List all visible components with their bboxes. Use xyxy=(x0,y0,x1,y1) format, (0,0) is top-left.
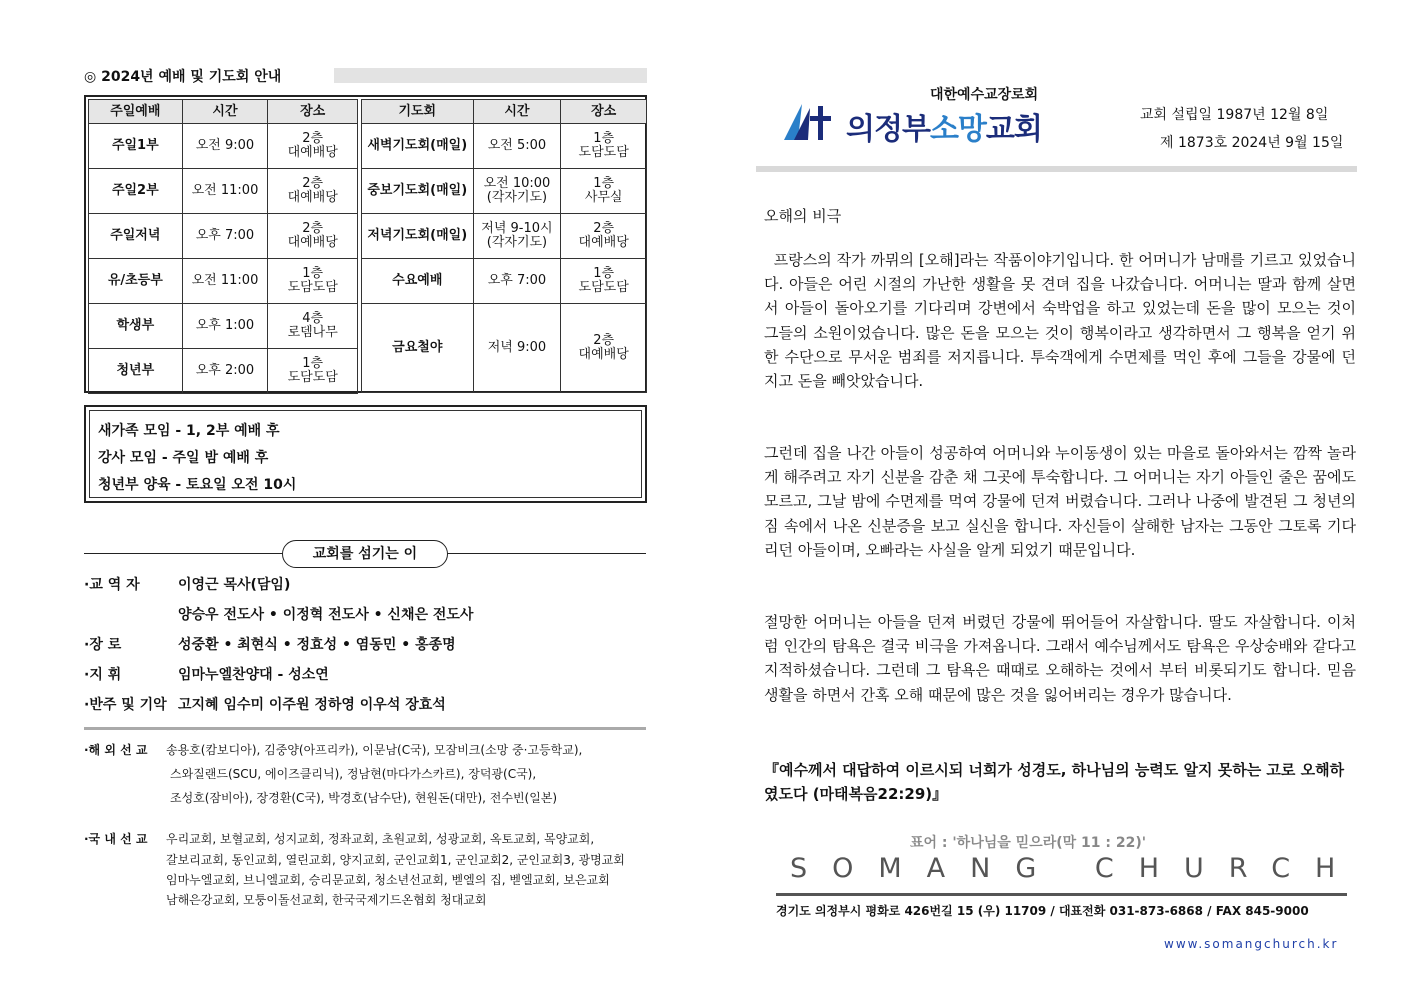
server-value: 임마누엘찬양대 - 성소연 xyxy=(178,667,329,683)
schedule-section-title xyxy=(84,66,647,86)
place-floor: 4층 xyxy=(302,311,324,326)
church-name-logo xyxy=(846,104,1042,148)
meeting-item: 강사 모임 - 주일 밤 예배 후 xyxy=(98,450,269,466)
service-name: 청년부 xyxy=(89,349,183,394)
prayer-time xyxy=(473,169,561,214)
meetings-box xyxy=(84,405,647,503)
service-place xyxy=(268,259,358,304)
prayer-name: 수요예배 xyxy=(362,259,474,304)
service-place xyxy=(268,169,358,214)
service-time: 오전 9:00 xyxy=(182,124,268,169)
established-date: 교회 설립일 1987년 12월 8일 xyxy=(1140,107,1329,123)
prayer-time xyxy=(473,124,561,169)
header-time: 시간 xyxy=(182,100,268,124)
server-label: ·반주 및 기악 xyxy=(84,697,167,713)
logo-name-part: 소망 xyxy=(929,112,986,147)
header-time: 시간 xyxy=(473,100,561,124)
prayer-name: 금요철야 xyxy=(362,304,474,393)
logo-name-part: 의정부 xyxy=(846,112,930,147)
service-place xyxy=(268,124,358,169)
overseas-mission-label: ·해 외 선 교 xyxy=(84,743,148,757)
place-floor: 1층 xyxy=(302,356,324,371)
gray-divider xyxy=(84,727,646,730)
table-row xyxy=(362,259,647,304)
meeting-item: 새가족 모임 - 1, 2부 예배 후 xyxy=(98,423,280,439)
place-floor: 1층 xyxy=(593,131,615,146)
logo-name-part: 교회 xyxy=(985,112,1042,147)
time-line: 저녁 9-10시 xyxy=(481,221,553,236)
table-row xyxy=(89,124,358,169)
prayer-place xyxy=(561,259,647,304)
place-room: 도담도담 xyxy=(287,370,338,385)
issue-number: 제 1873호 2024년 9월 15일 xyxy=(1160,135,1344,151)
meeting-item: 청년부 양육 - 토요일 오전 10시 xyxy=(98,477,297,493)
time-note: (각자기도) xyxy=(486,190,548,205)
place-floor: 1층 xyxy=(593,176,615,191)
bible-verse: 『예수께서 대답하여 이르시되 너희가 성경도, 하나님의 능력도 알지 못하는 고로 오해하였도다 (마태복음22:29)』 xyxy=(764,761,1345,803)
service-name: 주일2부 xyxy=(89,169,183,214)
prayer-place xyxy=(561,124,647,169)
article-title: 오해의 비극 xyxy=(764,207,842,225)
prayer-name: 새벽기도회(매일) xyxy=(362,124,474,169)
worship-schedule-table xyxy=(88,99,358,394)
prayer-schedule-table xyxy=(361,99,647,393)
place-room: 대예배당 xyxy=(287,235,338,250)
place-room: 대예배당 xyxy=(578,235,629,250)
table-row xyxy=(89,304,358,349)
header-prayer: 기도회 xyxy=(362,100,474,124)
place-floor: 2층 xyxy=(302,176,324,191)
schedule-table-frame xyxy=(84,95,647,393)
place-room: 대예배당 xyxy=(287,145,338,160)
table-row xyxy=(89,349,358,394)
brand-wordmark: SOMANG CHURCH xyxy=(790,853,1361,884)
prayer-name: 저녁기도회(매일) xyxy=(362,214,474,259)
table-row xyxy=(89,169,358,214)
prayer-name: 중보기도회(매일) xyxy=(362,169,474,214)
place-room: 로뎀나무 xyxy=(287,325,338,340)
domestic-mission-label: ·국 내 선 교 xyxy=(84,832,148,846)
place-floor: 1층 xyxy=(593,266,615,281)
time-line: 오전 5:00 xyxy=(487,138,547,153)
server-value: 양승우 전도사 • 이정혁 전도사 • 신채은 전도사 xyxy=(178,607,474,623)
table-row xyxy=(362,124,647,169)
place-floor: 2층 xyxy=(593,221,615,236)
time-line: 저녁 9:00 xyxy=(487,340,547,355)
service-name: 주일1부 xyxy=(89,124,183,169)
mission-line: 우리교회, 보혈교회, 성지교회, 정좌교회, 초원교회, 성광교회, 옥토교회, 목양교회, xyxy=(166,832,595,846)
header-place: 장소 xyxy=(268,100,358,124)
header-place: 장소 xyxy=(561,100,647,124)
mission-line: 남해은강교회, 모퉁이돌선교회, 한국국제기드온협회 청대교회 xyxy=(166,893,487,907)
place-room: 도담도담 xyxy=(287,280,338,295)
church-address: 경기도 의정부시 평화로 426번길 15 (우) 11709 / 대표전화 031-873-6868 / FAX 845-9000 xyxy=(776,904,1309,918)
prayer-time xyxy=(473,304,561,393)
service-name: 주일저녁 xyxy=(89,214,183,259)
prayer-time xyxy=(473,214,561,259)
prayer-place xyxy=(561,214,647,259)
server-value: 성중환 • 최현식 • 정효성 • 염동민 • 홍종명 xyxy=(178,637,456,653)
article-paragraph: 절망한 어머니는 아들을 던져 버렸던 강물에 뛰어들어 자살합니다. 딸도 자살합니다. 이처럼 인간의 탐욕은 결국 비극을 가져옵니다. 그래서 예수님께서도 탐욕은 우상숭배와 같다고 지적하셨습니다. 그런데 그 탐욕은 때때로 오해하는 것에서 부터 비롯되기도 합니다. 믿음 생활을 하면서 간혹 오해 때문에 많은 것을 잃어버리는 경우가 많습니다. xyxy=(764,613,1356,704)
header-worship: 주일예배 xyxy=(89,100,183,124)
time-line: 오후 7:00 xyxy=(487,273,547,288)
place-room: 도담도담 xyxy=(578,145,629,160)
mission-line: 조성호(잠비아), 장경환(C국), 박경호(남수단), 현원돈(대만), 전수빈(일본) xyxy=(170,791,558,805)
article-paragraph: 프랑스의 작가 까뮈의 [오해]라는 작품이야기입니다. 한 어머니가 남매를 기르고 있었습니다. 아들은 어린 시절의 가난한 생활을 못 견뎌 집을 나갔습니다. 어머니는 딸과 함께 살면서 아들이 돌아오기를 기다리며 강변에서 숙박업을 하고 있었는데 돈을 많이 모으는 것이 그들의 소원이었습니다. 많은 돈을 모으는 것이 행복이라고 생각하면서 그 행복을 얻기 위한 수단으로 무서운 범죄를 저지릅니다. 투숙객에게 수면제를 먹인 후에 그들을 강물에 던지고 돈을 빼앗았습니다. xyxy=(764,251,1361,391)
prayer-place xyxy=(561,304,647,393)
service-time: 오전 11:00 xyxy=(182,169,268,214)
title-shade-bar xyxy=(334,68,647,83)
place-room: 대예배당 xyxy=(578,347,629,362)
service-time: 오후 1:00 xyxy=(182,304,268,349)
server-label: ·교 역 자 xyxy=(84,577,140,593)
article-paragraph: 그런데 집을 나간 아들이 성공하여 어머니와 누이동생이 있는 마을로 돌아와서는 깜짝 놀라게 해주려고 자기 신분을 감춘 채 그곳에 투숙합니다. 그 어머니는 자기 아들인 줄은 꿈에도 모르고, 그날 밤에 수면제를 먹여 강물에 던져 버렸습니다. 그러나 나중에 발견된 그 청년의 짐 속에서 나온 신분증을 보고 실신을 합니다. 자신들이 살해한 남자는 그동안 그토록 기다리던 아들이며, 오빠라는 사실을 알게 되었기 때문입니다. xyxy=(764,444,1356,559)
service-place xyxy=(268,304,358,349)
time-line: 오전 10:00 xyxy=(483,176,551,191)
service-time: 오후 2:00 xyxy=(182,349,268,394)
denomination: 대한예수교장로회 xyxy=(930,87,1039,103)
mission-line: 임마누엘교회, 브니엘교회, 승리문교회, 청소년선교회, 벧엘의 집, 벧엘교회, 보은교회 xyxy=(166,873,610,887)
servers-heading: 교회를 섬기는 이 xyxy=(282,540,448,568)
service-place xyxy=(268,214,358,259)
place-floor: 2층 xyxy=(302,131,324,146)
header-divider xyxy=(756,166,1357,172)
time-note: (각자기도) xyxy=(486,235,548,250)
table-row xyxy=(89,259,358,304)
mission-line: 스와질랜드(SCU, 에이즈클리닉), 정남현(마다가스카르), 장덕광(C국), xyxy=(170,767,537,781)
table-row xyxy=(362,304,647,393)
service-place xyxy=(268,349,358,394)
place-room: 도담도담 xyxy=(578,280,629,295)
service-name: 학생부 xyxy=(89,304,183,349)
footer-divider xyxy=(776,893,1347,896)
place-room: 사무실 xyxy=(584,190,623,205)
church-motto: 표어 : '하나님을 믿으라(막 11 : 22)' xyxy=(910,835,1147,851)
service-time: 오후 7:00 xyxy=(182,214,268,259)
server-label: ·지 휘 xyxy=(84,667,122,683)
mission-line: 갈보리교회, 동인교회, 열린교회, 양지교회, 군인교회1, 군인교회2, 군인교회3, 광명교회 xyxy=(166,853,625,867)
church-logo-icon xyxy=(780,100,842,144)
table-row xyxy=(362,169,647,214)
place-floor: 1층 xyxy=(302,266,324,281)
server-label: ·장 로 xyxy=(84,637,122,653)
service-time: 오전 11:00 xyxy=(182,259,268,304)
mission-line: 송용호(캄보디아), 김중양(아프리카), 이문남(C국), 모잠비크(소망 중·고등학교), xyxy=(166,743,583,757)
place-floor: 2층 xyxy=(593,333,615,348)
server-value: 이영근 목사(담임) xyxy=(178,577,291,593)
service-name: 유/초등부 xyxy=(89,259,183,304)
schedule-title-text: ◎ 2024년 예배 및 기도회 안내 xyxy=(84,69,287,85)
website-link[interactable]: www.somangchurch.kr xyxy=(1164,937,1339,951)
prayer-place xyxy=(561,169,647,214)
table-row xyxy=(362,214,647,259)
place-floor: 2층 xyxy=(302,221,324,236)
place-room: 대예배당 xyxy=(287,190,338,205)
prayer-time xyxy=(473,259,561,304)
server-value: 고지혜 임수미 이주원 정하영 이우석 장효석 xyxy=(178,697,446,713)
table-row xyxy=(89,214,358,259)
